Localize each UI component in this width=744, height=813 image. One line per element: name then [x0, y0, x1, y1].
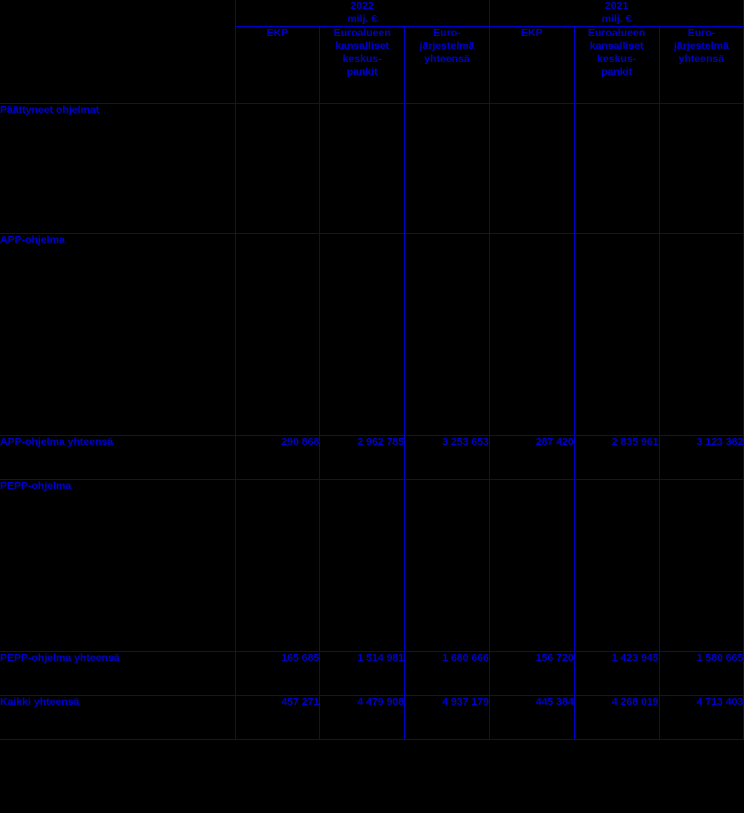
cell: 287 420: [489, 436, 574, 480]
header-line: yhteensä: [678, 52, 725, 65]
cell: [320, 104, 405, 234]
year-group-2022: [235, 0, 489, 27]
cell: [320, 234, 405, 436]
header-line: yhteensä: [424, 52, 470, 65]
header-line: järjestelmä: [673, 40, 729, 53]
row-label: APP-ohjelma yhteensä: [0, 436, 235, 480]
table-row: [0, 696, 744, 740]
cell: 3 253 653: [405, 436, 490, 480]
row-label: PEPP-ohjelma yhteensä: [0, 652, 235, 696]
cell: 165 685: [235, 652, 320, 696]
table-row: [0, 480, 744, 652]
cell: 457 271: [235, 696, 320, 740]
cell: [659, 104, 744, 234]
cell: [489, 234, 574, 436]
column-header-kansalliset-2022: [320, 27, 405, 104]
cell: 2 835 961: [574, 436, 659, 480]
header-line: Euroalueen: [333, 27, 391, 40]
year-group-2021: [489, 0, 743, 27]
cell: [235, 234, 320, 436]
cell: [489, 480, 574, 652]
year-label: 2022: [350, 0, 374, 12]
column-header-kansalliset-2021: [574, 27, 659, 104]
column-header-ekp-2022: [235, 27, 320, 104]
header-line: kansalliset: [335, 40, 390, 53]
header-line: keskus-: [342, 52, 382, 65]
cell: [235, 480, 320, 652]
cell: [320, 480, 405, 652]
year-label: 2021: [604, 0, 629, 12]
header-line: Euroalueen: [588, 27, 646, 40]
cell: 2 962 785: [320, 436, 405, 480]
table-corner: [0, 0, 235, 27]
column-header-row: [0, 27, 744, 104]
table-row: [0, 234, 744, 436]
row-label: Kaikki yhteensä: [0, 696, 235, 740]
cell: [405, 104, 490, 234]
header-spacer: [0, 27, 235, 104]
cell: [574, 480, 659, 652]
cell: 4 479 908: [320, 696, 405, 740]
unit-label: milj. €: [347, 13, 378, 26]
column-header-eurojarjestelma-2022: [405, 27, 490, 104]
header-line: Euro-: [687, 27, 716, 40]
cell: [405, 234, 490, 436]
row-label: Päättyneet ohjelmat: [0, 104, 235, 234]
cell: [659, 480, 744, 652]
header-line: kansalliset: [589, 40, 644, 53]
cell: 290 868: [235, 436, 320, 480]
cell: [574, 104, 659, 234]
cell: 1 423 945: [574, 652, 659, 696]
cell: 4 713 403: [659, 696, 744, 740]
column-header-eurojarjestelma-2021: [659, 27, 744, 104]
header-line: Euro-: [433, 27, 461, 40]
header-line: pankit: [601, 65, 633, 78]
column-header-ekp-2021: [489, 27, 574, 104]
cell: 1 680 666: [405, 652, 490, 696]
cell: [574, 234, 659, 436]
cell: 156 720: [489, 652, 574, 696]
year-group-header-row: [0, 0, 744, 27]
cell: 445 384: [489, 696, 574, 740]
cell: [235, 104, 320, 234]
cell: 1 580 665: [659, 652, 744, 696]
cell: 4 268 019: [574, 696, 659, 740]
table-row: [0, 104, 744, 234]
cell: [489, 104, 574, 234]
row-label: APP-ohjelma: [0, 234, 235, 436]
unit-label: milj. €: [601, 13, 632, 26]
header-line: EKP: [521, 27, 543, 40]
cell: [659, 234, 744, 436]
table-row: [0, 436, 744, 480]
cell: 1 514 981: [320, 652, 405, 696]
header-line: keskus-: [597, 52, 637, 65]
header-line: järjestelmä: [419, 40, 475, 53]
header-line: pankit: [346, 65, 378, 78]
cell: 3 123 382: [659, 436, 744, 480]
table-row: [0, 652, 744, 696]
cell: [405, 480, 490, 652]
row-label: PEPP-ohjelma: [0, 480, 235, 652]
header-line: EKP: [266, 27, 289, 40]
cell: 4 937 179: [405, 696, 490, 740]
